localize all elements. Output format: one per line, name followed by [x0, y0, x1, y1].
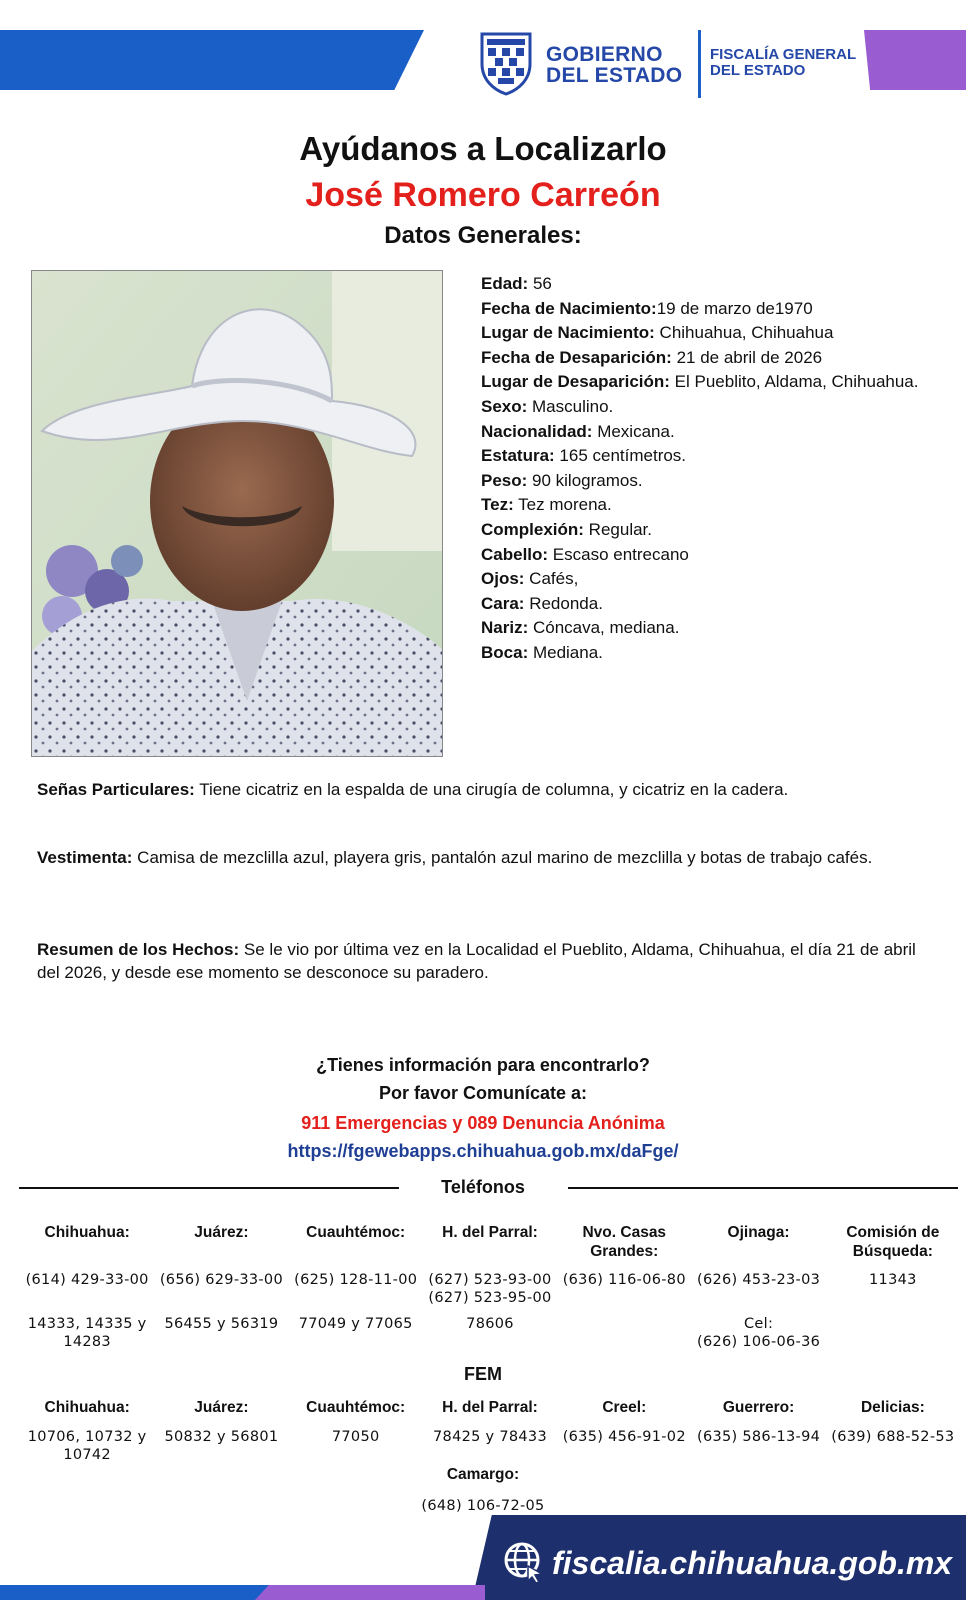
vestimenta: [37, 846, 932, 869]
fiscalia-logo-text: [710, 47, 856, 79]
telefono-city: H. del Parral:: [442, 1224, 538, 1241]
detail-row: [481, 370, 921, 395]
fem-city: Delicias:: [860, 1399, 925, 1416]
telefonos-rule-right: [568, 1187, 958, 1189]
fem-column: [20, 1398, 154, 1464]
fem-camargo-phone: (648) 106-72-05: [421, 1498, 545, 1514]
detail-label: Lugar de Desaparición:: [481, 372, 670, 392]
telefono-column: [557, 1223, 691, 1351]
fem-value: (639) 688-52-53: [831, 1429, 955, 1445]
website-link[interactable]: fiscalia.chihuahua.gob.mx: [552, 1545, 953, 1581]
footer-blue-strip: [0, 1585, 270, 1600]
fem-column: [691, 1398, 825, 1464]
page-title: Ayúdanos a Localizarlo: [299, 130, 667, 167]
telefono-ext: 14333, 14335 y 14283: [27, 1316, 147, 1350]
footer-purple-strip: [255, 1585, 485, 1600]
detail-label: Nacionalidad:: [481, 421, 593, 441]
detail-row: [481, 321, 921, 346]
telefono-ext: 77049 y 77065: [298, 1316, 413, 1332]
contact-question: ¿Tienes información para encontrarlo?: [316, 1055, 650, 1075]
detail-label: Cabello:: [481, 544, 549, 564]
detail-row: [481, 641, 921, 666]
detail-label: Cara:: [481, 593, 525, 613]
telefono-city: Juárez:: [194, 1224, 249, 1241]
detail-label: Sexo:: [481, 396, 528, 416]
portrait-illustration: [32, 271, 443, 757]
gov-line-1: GOBIERNO: [546, 43, 663, 66]
detail-label: Complexión:: [481, 519, 584, 539]
detail-value: Masculino.: [527, 396, 614, 416]
senas-label: Señas Particulares:: [37, 780, 195, 799]
detail-label: Nariz:: [481, 618, 529, 638]
telefono-column: [289, 1223, 423, 1351]
header-blue-band: [0, 30, 424, 90]
fem-column: [557, 1398, 691, 1464]
detail-value: 56: [528, 274, 552, 293]
fem-city: Chihuahua:: [44, 1399, 130, 1416]
section-title: Datos Generales:: [384, 222, 582, 249]
telefono-city: Chihuahua:: [44, 1224, 130, 1241]
telefono-city: Comisión de Búsqueda:: [846, 1224, 940, 1260]
detail-label: Peso:: [481, 470, 528, 490]
vestimenta-value: Camisa de mezclilla azul, playera gris, pantalón azul marino de mezclilla y botas de trabajo cafés.: [132, 848, 873, 867]
detail-label: Lugar de Nacimiento:: [481, 323, 655, 343]
detail-value: Tez morena.: [513, 495, 612, 515]
header-purple-band: [864, 30, 966, 90]
telefonos-title: Teléfonos: [441, 1177, 525, 1197]
detail-value: Redonda.: [524, 593, 603, 613]
fem-column: [826, 1398, 960, 1464]
telefono-column: [20, 1223, 154, 1351]
detail-value: Mexicana.: [592, 421, 675, 441]
detail-row: [481, 272, 921, 297]
detail-value: Cóncava, mediana.: [528, 618, 680, 638]
vestimenta-label: Vestimenta:: [37, 848, 133, 867]
telefono-column: [154, 1223, 288, 1351]
state-shield-icon: [478, 30, 534, 96]
detail-row: [481, 616, 921, 641]
fem-grid: [20, 1398, 960, 1464]
fem-city: Cuauhtémoc:: [306, 1399, 406, 1416]
fem-city: Guerrero:: [722, 1399, 795, 1416]
telefono-phone: (626) 453-23-03: [696, 1272, 821, 1288]
fem-column: [289, 1398, 423, 1464]
fem-title: FEM: [464, 1364, 502, 1384]
fem-column: [423, 1398, 557, 1464]
general-data-list: [481, 272, 921, 666]
fem-value: 78425 y 78433: [433, 1429, 547, 1445]
telefono-phone: (656) 629-33-00: [159, 1272, 283, 1288]
report-url-link[interactable]: https://fgewebapps.chihuahua.gob.mx/daFge/: [287, 1141, 679, 1161]
detail-row: [481, 444, 921, 469]
gov-line-2: DEL ESTADO: [546, 64, 683, 87]
detail-value: Cafés,: [524, 569, 579, 589]
resumen-hechos: [37, 938, 932, 984]
detail-value: 165 centímetros.: [554, 446, 687, 466]
detail-label: Estatura:: [481, 446, 555, 466]
detail-row: [481, 420, 921, 445]
fem-value: 77050: [331, 1429, 380, 1445]
detail-label: Tez:: [481, 495, 514, 515]
detail-value: Chihuahua, Chihuahua: [654, 323, 834, 343]
telefono-ext: Cel: (626) 106-06-36: [696, 1316, 821, 1350]
detail-value: Mediana.: [528, 642, 603, 662]
telefono-column: [423, 1223, 557, 1351]
fem-camargo-city: Camargo:: [446, 1466, 520, 1483]
fem-city: Juárez:: [194, 1399, 249, 1416]
detail-value: Escaso entrecano: [548, 544, 689, 564]
telefono-city: Nvo. Casas Grandes:: [582, 1224, 667, 1260]
telefono-city: Ojinaga:: [727, 1224, 790, 1241]
globe-cursor-icon: [502, 1540, 546, 1584]
fem-value: (635) 586-13-94: [696, 1429, 821, 1445]
telefono-column: [691, 1223, 825, 1351]
detail-row: [481, 346, 921, 371]
fem-city: Creel:: [602, 1399, 647, 1416]
fiscalia-line-2: DEL ESTADO: [710, 62, 806, 79]
telefono-ext: 56455 y 56319: [164, 1316, 279, 1332]
detail-row: [481, 493, 921, 518]
telefono-ext: 78606: [466, 1316, 514, 1332]
person-photo: [31, 270, 443, 757]
detail-label: Edad:: [481, 274, 529, 293]
detail-label: Fecha de Nacimiento:: [481, 298, 657, 318]
resumen-value: Se le vio por última vez en la Localidad el Pueblito, Aldama, Chihuahua, el día 21 de abril del 2026, y desde ese momento se desconoce su paradero.: [37, 940, 916, 982]
detail-label: Boca:: [481, 642, 529, 662]
fem-value: 50832 y 56801: [164, 1429, 279, 1445]
telefono-phone: (627) 523-93-00 (627) 523-95-00: [428, 1272, 552, 1306]
header-divider: [698, 30, 701, 98]
detail-label: Fecha de Desaparición:: [481, 347, 672, 367]
telefono-phone: 11343: [869, 1272, 917, 1288]
missing-person-name: José Romero Carreón: [305, 176, 661, 214]
fiscalia-line-1: FISCALÍA GENERAL: [710, 46, 857, 63]
fem-city: H. del Parral:: [442, 1399, 538, 1416]
detail-value: 21 de abril de 2026: [671, 347, 823, 367]
emergency-numbers: 911 Emergencias y 089 Denuncia Anónima: [301, 1113, 665, 1133]
fem-column: [154, 1398, 288, 1464]
detail-row: [481, 469, 921, 494]
detail-row: [481, 297, 921, 322]
detail-value: 19 de marzo de1970: [656, 298, 813, 318]
detail-value: Regular.: [583, 519, 652, 539]
telefono-city: Cuauhtémoc:: [306, 1224, 406, 1241]
telefono-column: [826, 1223, 960, 1351]
resumen-label: Resumen de los Hechos:: [37, 940, 240, 959]
detail-row: [481, 518, 921, 543]
detail-value: El Pueblito, Aldama, Chihuahua.: [669, 372, 919, 392]
detail-row: [481, 395, 921, 420]
telefonos-grid: [20, 1223, 960, 1351]
senas-value: Tiene cicatriz en la espalda de una cirugía de columna, y cicatriz en la cadera.: [194, 780, 789, 799]
contact-comunicate: Por favor Comunícate a:: [378, 1083, 588, 1103]
detail-row: [481, 543, 921, 568]
detail-label: Ojos:: [481, 569, 525, 589]
senas-particulares: [37, 778, 932, 801]
detail-row: [481, 592, 921, 617]
detail-row: [481, 567, 921, 592]
telefono-phone: (636) 116-06-80: [562, 1272, 686, 1288]
telefono-phone: (614) 429-33-00: [25, 1272, 149, 1288]
detail-value: 90 kilogramos.: [527, 470, 643, 490]
fem-value: 10706, 10732 y 10742: [27, 1429, 147, 1463]
gobierno-logo-text: [546, 44, 682, 86]
fem-value: (635) 456-91-02: [562, 1429, 686, 1445]
telefono-phone: (625) 128-11-00: [294, 1272, 418, 1288]
